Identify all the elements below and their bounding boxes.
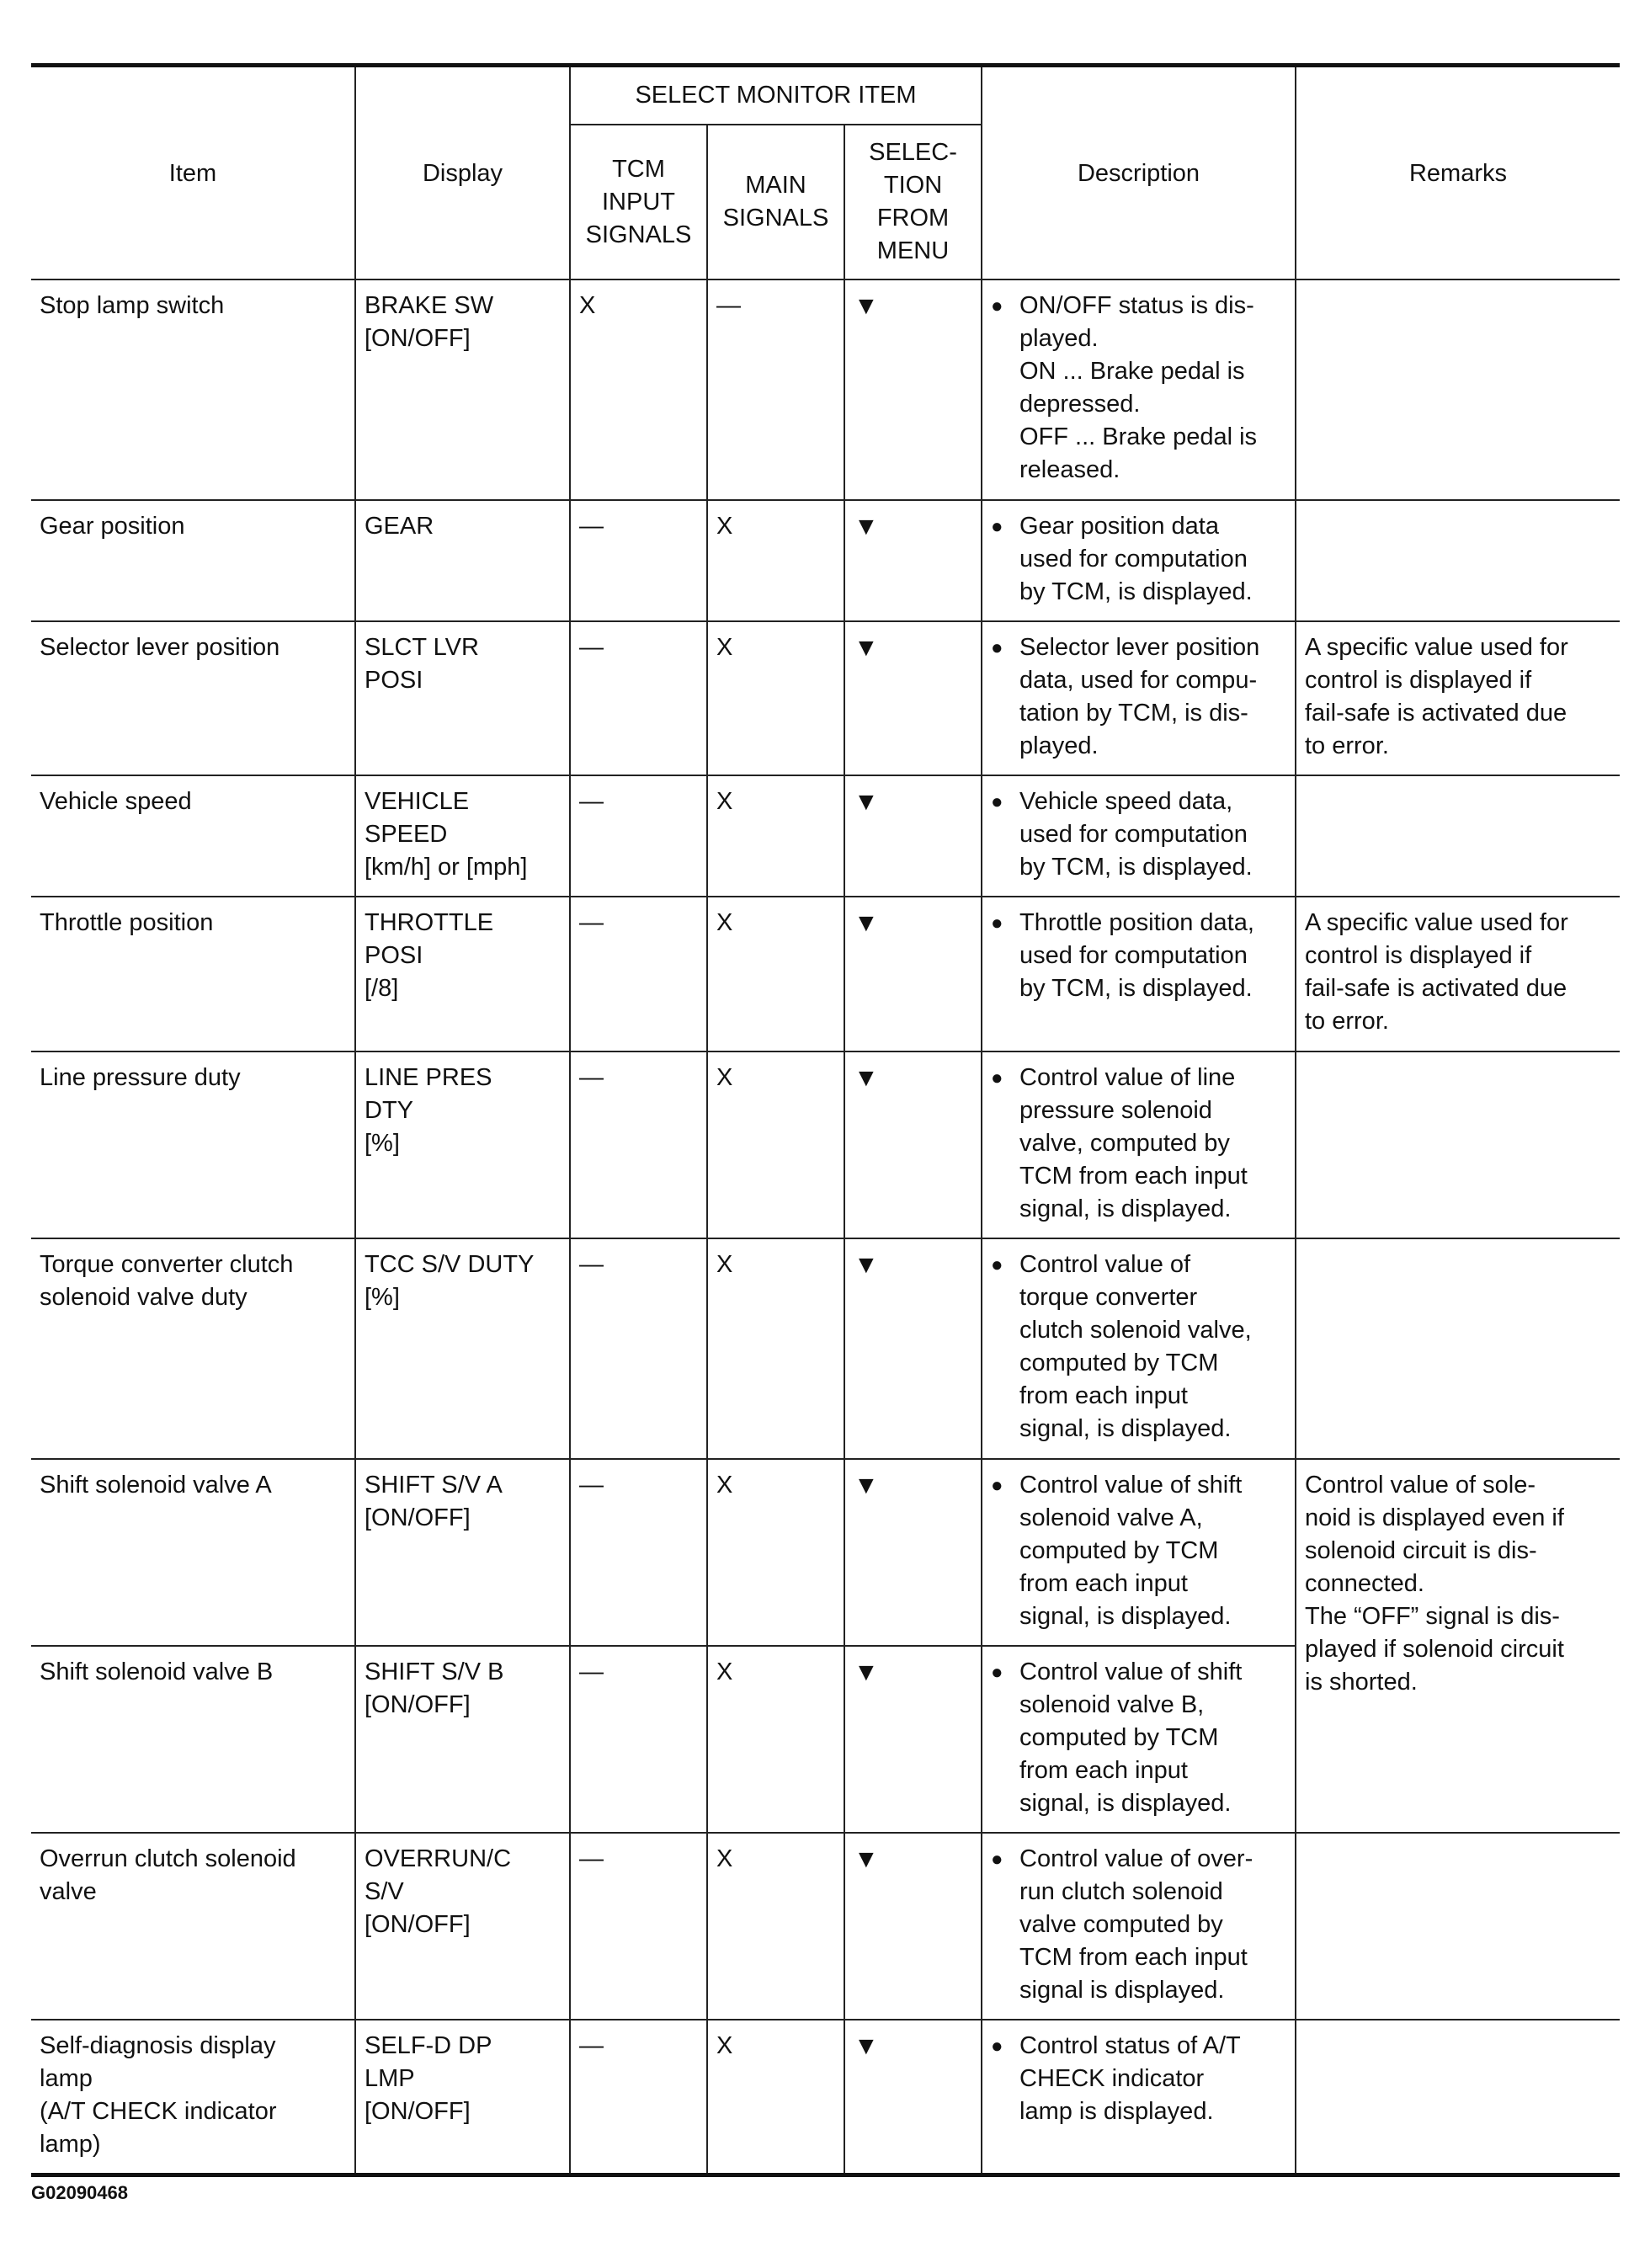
row-remarks	[1296, 1051, 1620, 1238]
row-main-mark: X	[707, 1238, 844, 1459]
row-display: VEHICLE SPEED [km/h] or [mph]	[355, 775, 570, 897]
row-description: ● ON/OFF status is dis- played. ON ... Brake pedal is depressed. OFF ... Brake pedal is released.	[982, 280, 1296, 500]
bullet-icon: ●	[991, 1067, 1003, 1089]
bullet-icon: ●	[991, 1254, 1003, 1276]
header-select-monitor-item: SELECT MONITOR ITEM	[570, 66, 982, 125]
table-row	[31, 1459, 1620, 1646]
header-selection-from-menu: SELEC- TION FROM MENU	[844, 125, 982, 280]
row-tcm-mark: —	[570, 1051, 707, 1238]
row-display: SLCT LVR POSI	[355, 621, 570, 775]
header-item: Item	[31, 66, 355, 280]
header-remarks: Remarks	[1296, 66, 1620, 280]
header-tcm-input-signals: TCM INPUT SIGNALS	[570, 125, 707, 280]
row-description: ● Control value of over- run clutch solenoid valve computed by TCM from each input signal is displayed.	[982, 1833, 1296, 2020]
row-menu-mark: ▼	[844, 280, 982, 500]
row-remarks	[1296, 775, 1620, 897]
row-main-mark: X	[707, 897, 844, 1051]
row-description: ● Selector lever position data, used for compu- tation by TCM, is dis- played.	[982, 621, 1296, 775]
row-tcm-mark: —	[570, 621, 707, 775]
row-remarks: Control value of sole- noid is displayed even if solenoid circuit is dis- connected. The “OFF” signal is dis- played if solenoid circuit is shorted.	[1296, 1459, 1620, 1833]
row-description: ● Control status of A/T CHECK indicator lamp is displayed.	[982, 2020, 1296, 2175]
table-row	[31, 621, 1620, 775]
row-main-mark: X	[707, 775, 844, 897]
row-display: SHIFT S/V A [ON/OFF]	[355, 1459, 570, 1646]
figure-id: G02090468	[31, 2182, 128, 2203]
row-menu-mark: ▼	[844, 1646, 982, 1833]
bullet-icon: ●	[991, 2035, 1003, 2058]
row-remarks	[1296, 1833, 1620, 2020]
bullet-icon: ●	[991, 515, 1003, 538]
row-tcm-mark: —	[570, 1238, 707, 1459]
row-tcm-mark: —	[570, 897, 707, 1051]
row-main-mark: X	[707, 621, 844, 775]
table-row	[31, 1238, 1620, 1459]
header-display: Display	[355, 66, 570, 280]
row-tcm-mark: —	[570, 2020, 707, 2175]
table-row	[31, 280, 1620, 500]
row-main-mark: X	[707, 1646, 844, 1833]
row-main-mark: X	[707, 2020, 844, 2175]
row-display: LINE PRES DTY [%]	[355, 1051, 570, 1238]
table-row	[31, 500, 1620, 621]
row-item: Line pressure duty	[31, 1051, 355, 1238]
bullet-icon: ●	[991, 1848, 1003, 1871]
row-description: ● Control value of line pressure solenoid valve, computed by TCM from each input signal, is displayed.	[982, 1051, 1296, 1238]
row-menu-mark: ▼	[844, 1051, 982, 1238]
row-main-mark: X	[707, 1459, 844, 1646]
row-item: Throttle position	[31, 897, 355, 1051]
row-tcm-mark: —	[570, 1459, 707, 1646]
bullet-icon: ●	[991, 636, 1003, 659]
row-menu-mark: ▼	[844, 1833, 982, 2020]
row-menu-mark: ▼	[844, 500, 982, 621]
row-item: Selector lever position	[31, 621, 355, 775]
row-display: THROTTLE POSI [/8]	[355, 897, 570, 1051]
bullet-icon: ●	[991, 1661, 1003, 1684]
row-main-mark: X	[707, 1833, 844, 2020]
bullet-icon: ●	[991, 295, 1003, 317]
row-description: ● Control value of shift solenoid valve B, computed by TCM from each input signal, is displayed.	[982, 1646, 1296, 1833]
row-description: ● Vehicle speed data, used for computation by TCM, is displayed.	[982, 775, 1296, 897]
row-menu-mark: ▼	[844, 1459, 982, 1646]
row-display: BRAKE SW [ON/OFF]	[355, 280, 570, 500]
row-display: SELF-D DP LMP [ON/OFF]	[355, 2020, 570, 2175]
row-remarks	[1296, 1238, 1620, 1459]
row-tcm-mark: —	[570, 775, 707, 897]
table-row	[31, 775, 1620, 897]
row-display: SHIFT S/V B [ON/OFF]	[355, 1646, 570, 1833]
row-main-mark: X	[707, 500, 844, 621]
row-main-mark: —	[707, 280, 844, 500]
row-remarks	[1296, 280, 1620, 500]
bullet-icon: ●	[991, 791, 1003, 813]
table-row	[31, 1051, 1620, 1238]
row-tcm-mark: —	[570, 500, 707, 621]
row-main-mark: X	[707, 1051, 844, 1238]
bullet-icon: ●	[991, 912, 1003, 934]
row-tcm-mark: —	[570, 1833, 707, 2020]
row-item: Overrun clutch solenoid valve	[31, 1833, 355, 2020]
row-item: Self-diagnosis display lamp (A/T CHECK indicator lamp)	[31, 2020, 355, 2175]
row-item: Vehicle speed	[31, 775, 355, 897]
bullet-icon: ●	[991, 1474, 1003, 1497]
row-description: ● Control value of shift solenoid valve A, computed by TCM from each input signal, is displayed.	[982, 1459, 1296, 1646]
table-row	[31, 897, 1620, 1051]
table-row	[31, 1833, 1620, 2020]
header-main-signals: MAIN SIGNALS	[707, 125, 844, 280]
row-display: OVERRUN/C S/V [ON/OFF]	[355, 1833, 570, 2020]
row-description: ● Throttle position data, used for computation by TCM, is displayed.	[982, 897, 1296, 1051]
row-remarks: A specific value used for control is displayed if fail-safe is activated due to error.	[1296, 621, 1620, 775]
row-menu-mark: ▼	[844, 775, 982, 897]
row-remarks	[1296, 2020, 1620, 2175]
header-description: Description	[982, 66, 1296, 280]
row-item: Stop lamp switch	[31, 280, 355, 500]
row-tcm-mark: X	[570, 280, 707, 500]
row-remarks: A specific value used for control is displayed if fail-safe is activated due to error.	[1296, 897, 1620, 1051]
row-tcm-mark: —	[570, 1646, 707, 1833]
row-description: ● Control value of torque converter clutch solenoid valve, computed by TCM from each input signal, is displayed.	[982, 1238, 1296, 1459]
row-item: Shift solenoid valve B	[31, 1646, 355, 1833]
row-item: Shift solenoid valve A	[31, 1459, 355, 1646]
row-display: GEAR	[355, 500, 570, 621]
row-menu-mark: ▼	[844, 2020, 982, 2175]
row-item: Torque converter clutch solenoid valve duty	[31, 1238, 355, 1459]
row-description: ● Gear position data used for computation by TCM, is displayed.	[982, 500, 1296, 621]
row-display: TCC S/V DUTY [%]	[355, 1238, 570, 1459]
row-item: Gear position	[31, 500, 355, 621]
row-menu-mark: ▼	[844, 621, 982, 775]
row-remarks	[1296, 500, 1620, 621]
table-row	[31, 2020, 1620, 2175]
row-menu-mark: ▼	[844, 1238, 982, 1459]
row-menu-mark: ▼	[844, 897, 982, 1051]
monitor-item-table	[31, 63, 1620, 2177]
